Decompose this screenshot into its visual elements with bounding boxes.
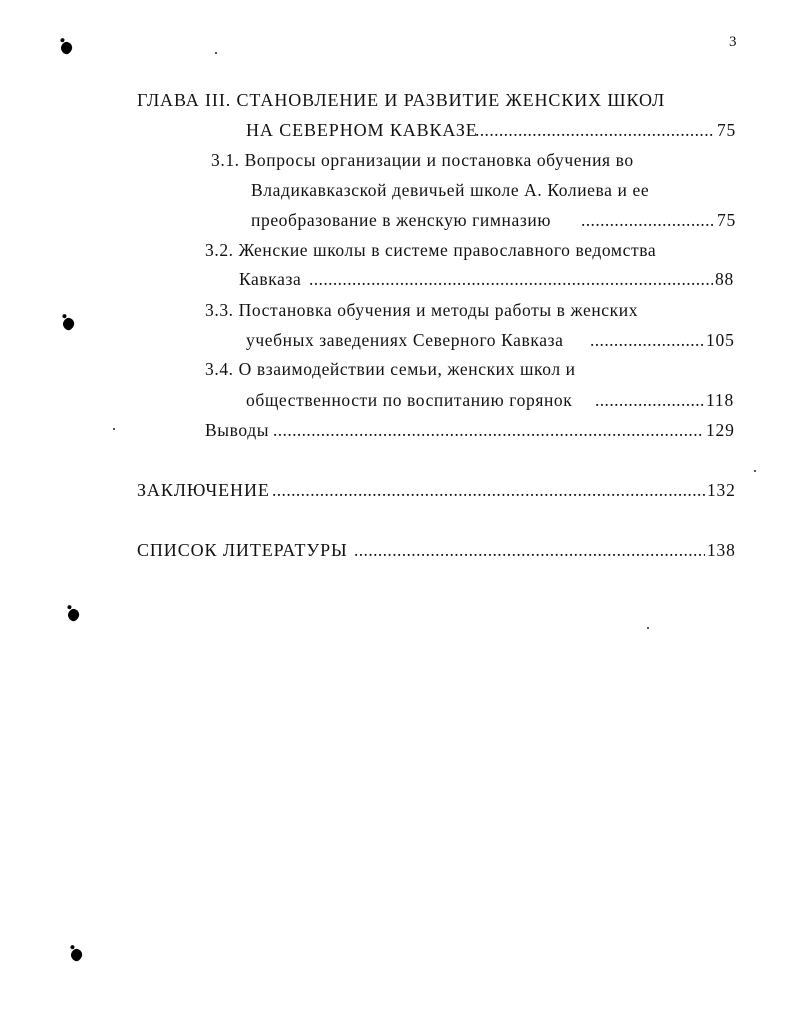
toc-page-number: 138 xyxy=(707,540,736,560)
toc-chapter-title-line1: ГЛАВА III. СТАНОВЛЕНИЕ И РАЗВИТИЕ ЖЕНСКИХ ШКОЛ xyxy=(137,90,666,110)
toc-section-3-4-line1: 3.4. О взаимодействии семьи, женских школ и xyxy=(205,359,576,379)
toc-section-3-4-line2: общественности по воспитанию горянок xyxy=(246,390,573,410)
toc-section-3-3-line2: учебных заведениях Северного Кавказа xyxy=(246,330,564,350)
toc-section-3-3-line1: 3.3. Постановка обучения и методы работы в женских xyxy=(205,300,639,320)
toc-leader-dots xyxy=(581,209,715,231)
scan-speck xyxy=(113,428,115,430)
toc-page-number: 129 xyxy=(706,420,735,440)
toc-leader-dots xyxy=(273,419,704,441)
page-number: 3 xyxy=(729,34,737,50)
toc-page-number: 118 xyxy=(706,390,735,410)
toc-section-3-1-line3: преобразование в женскую гимназию xyxy=(251,210,552,230)
toc-leader-dots xyxy=(590,329,704,351)
scan-speck xyxy=(647,627,649,629)
toc-section-3-2-line2: Кавказа xyxy=(239,269,302,289)
toc-leader-dots xyxy=(309,268,713,290)
toc-leader-dots xyxy=(475,119,715,141)
toc-section-3-1-line1: 3.1. Вопросы организации и постановка обучения во xyxy=(211,150,634,170)
toc-conclusion-label: ЗАКЛЮЧЕНИЕ xyxy=(137,480,270,500)
toc-page-number: 105 xyxy=(706,330,735,350)
binder-hole-mark xyxy=(61,316,75,331)
binder-hole-mark xyxy=(66,607,80,622)
toc-chapter-title-line2: НА СЕВЕРНОМ КАВКАЗЕ xyxy=(246,120,478,140)
toc-section-3-1-line2: Владикавказской девичьей школе А. Колиева и ее xyxy=(251,180,650,200)
toc-leader-dots xyxy=(272,479,705,501)
scan-speck xyxy=(215,52,217,54)
toc-page-number: 75 xyxy=(717,210,737,230)
toc-section-3-2-line1: 3.2. Женские школы в системе православного ведомства xyxy=(205,240,657,260)
toc-conclusions-label: Выводы xyxy=(205,420,270,440)
toc-leader-dots xyxy=(595,389,704,411)
binder-hole-mark xyxy=(59,40,73,55)
toc-bibliography-label: СПИСОК ЛИТЕРАТУРЫ xyxy=(137,540,348,560)
toc-page-number: 132 xyxy=(707,480,736,500)
binder-hole-mark xyxy=(69,947,83,962)
toc-page-number: 75 xyxy=(717,120,737,140)
toc-page-number: 88 xyxy=(715,269,735,289)
toc-leader-dots xyxy=(354,539,705,561)
scan-speck xyxy=(754,470,756,472)
